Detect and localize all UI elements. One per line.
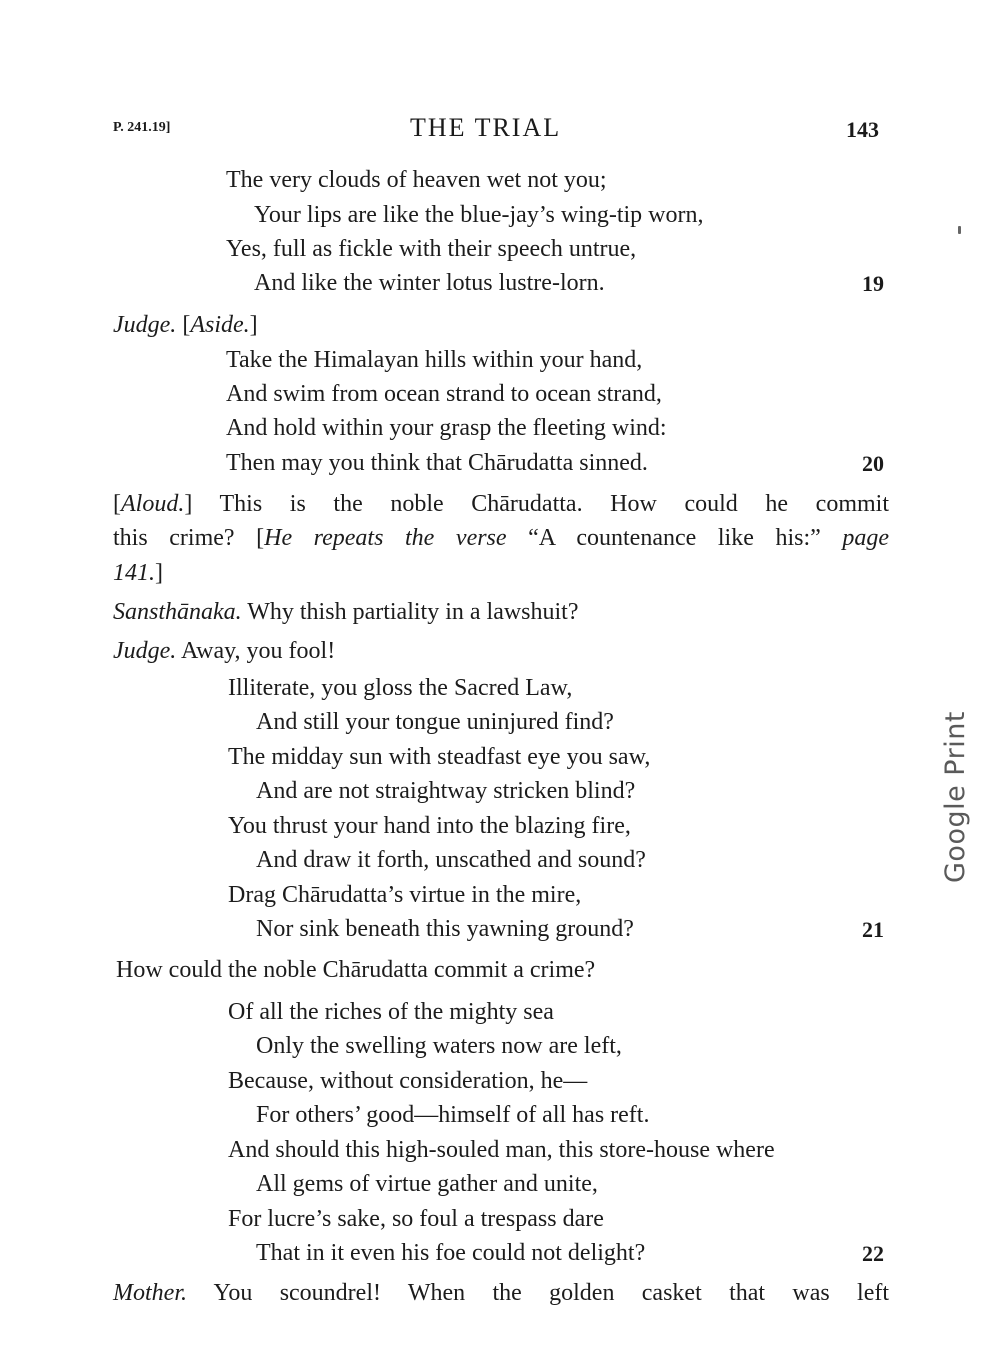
bracket: [ xyxy=(113,491,121,517)
verse-line: Take the Himalayan hills within your hand, xyxy=(226,347,643,373)
verse-line: You thrust your hand into the blazing fire, xyxy=(228,813,631,839)
verse-line: And draw it forth, unscathed and sound? xyxy=(256,847,646,873)
verse-number: 20 xyxy=(862,451,884,476)
verse-number: 21 xyxy=(862,917,884,942)
page-title: THE TRIAL xyxy=(410,113,562,142)
verse-line: Illiterate, you gloss the Sacred Law, xyxy=(228,675,573,701)
speaker-name: Judge. xyxy=(113,312,177,338)
page-number: 143 xyxy=(846,117,879,142)
scan-speck xyxy=(958,226,961,234)
prose-text: this crime? [ xyxy=(113,525,265,551)
stage-direction: Aloud. xyxy=(121,491,185,517)
speaker-name: Sansthānaka. xyxy=(113,599,242,625)
dialogue-text: You scoundrel! When the golden casket that was left xyxy=(213,1280,890,1306)
dialogue-line xyxy=(113,1278,889,1308)
verse-line: Your lips are like the blue-jay’s wing-tip worn, xyxy=(254,202,704,228)
watermark: Google Print xyxy=(940,711,971,883)
page-reference: page xyxy=(842,525,889,551)
verse-line: And still your tongue uninjured find? xyxy=(256,709,614,735)
verse-line: And hold within your grasp the fleeting wind: xyxy=(226,415,667,441)
verse-line: That in it even his foe could not delight? xyxy=(256,1240,646,1266)
verse-line: Only the swelling waters now are left, xyxy=(256,1033,622,1059)
verse-number: 19 xyxy=(862,271,884,296)
dialogue-line xyxy=(113,636,335,666)
dialogue-line xyxy=(113,597,579,627)
prose-text: ] This is the noble Chārudatta. How could he commit xyxy=(184,491,889,517)
verse-line: Yes, full as fickle with their speech untrue, xyxy=(226,236,637,262)
verse-line: For lucre’s sake, so foul a trespass dare xyxy=(228,1206,604,1232)
prose-text: “A countenance like his:” xyxy=(506,525,821,551)
bracket: ] xyxy=(249,312,258,338)
prose-line xyxy=(113,489,889,519)
verse-line: And are not straightway stricken blind? xyxy=(256,778,636,804)
stage-direction: He repeats the verse xyxy=(264,525,507,551)
prose-line: How could the noble Chārudatta commit a crime? xyxy=(116,957,596,983)
verse-line: Nor sink beneath this yawning ground? xyxy=(256,916,634,942)
bracket: [ xyxy=(182,312,191,338)
prose-line xyxy=(113,558,163,588)
stage-direction: Aside. xyxy=(190,312,250,338)
verse-line: Drag Chārudatta’s virtue in the mire, xyxy=(228,882,582,908)
verse-line: For others’ good—himself of all has reft. xyxy=(256,1102,650,1128)
verse-line: Of all the riches of the mighty sea xyxy=(228,999,554,1025)
verse-number: 22 xyxy=(862,1241,884,1266)
verse-line: All gems of virtue gather and unite, xyxy=(256,1171,598,1197)
dialogue-text: Away, you fool! xyxy=(176,638,336,664)
speaker-name: Judge. xyxy=(113,638,177,664)
verse-line: And swim from ocean strand to ocean strand, xyxy=(226,381,662,407)
verse-line: The very clouds of heaven wet not you; xyxy=(226,167,607,193)
speaker-name: Mother. xyxy=(113,1280,187,1306)
verse-line: The midday sun with steadfast eye you saw, xyxy=(228,744,651,770)
verse-line: And should this high-souled man, this store-house where xyxy=(228,1137,775,1163)
verse-line: And like the winter lotus lustre-lorn. xyxy=(254,270,605,296)
verse-line: Because, without consideration, he— xyxy=(228,1068,588,1094)
page-reference: 141. xyxy=(113,560,155,586)
dialogue-text: Why thish partiality in a lawshuit? xyxy=(241,599,579,625)
bracket: ] xyxy=(155,560,163,586)
verse-line: Then may you think that Chārudatta sinned. xyxy=(226,450,648,476)
header-reference: P. 241.19] xyxy=(113,120,171,135)
stage-direction-line xyxy=(113,310,258,340)
prose-line xyxy=(113,523,889,553)
